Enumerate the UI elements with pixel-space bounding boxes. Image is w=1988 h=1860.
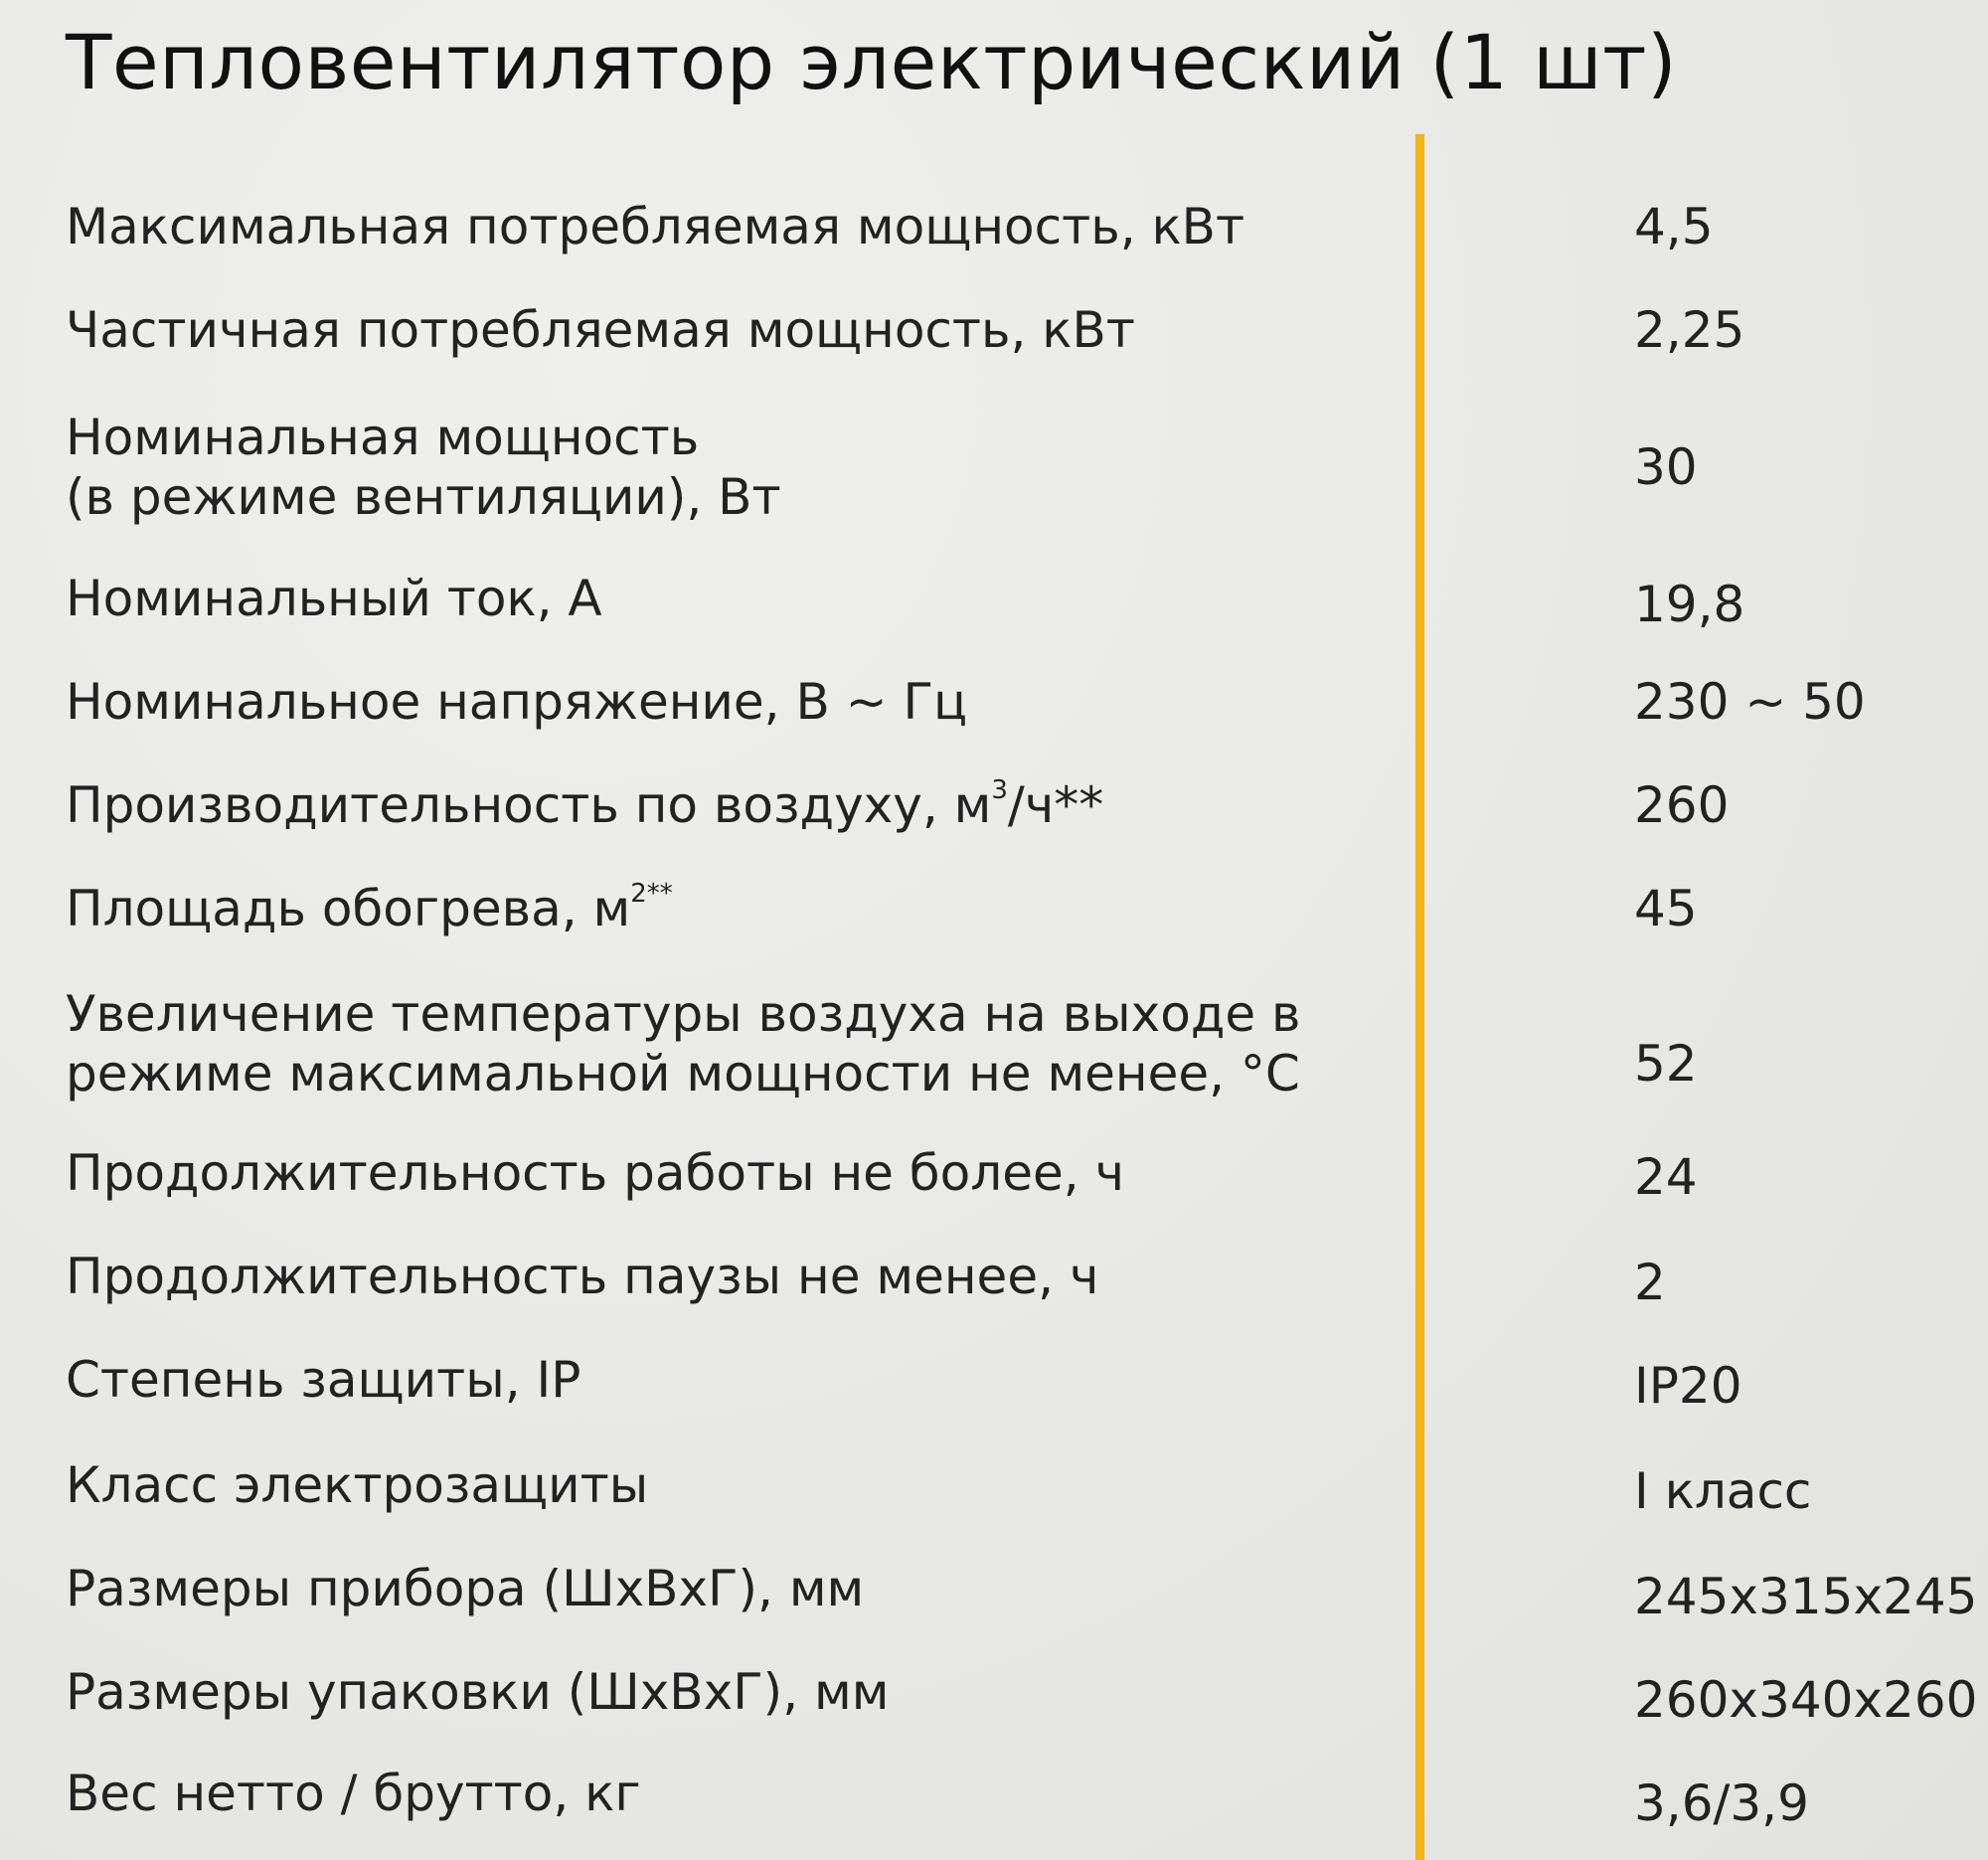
spec-value: 19,8: [1634, 576, 1745, 633]
spec-value: 24: [1634, 1148, 1698, 1206]
spec-label: Номинальное напряжение, В ~ Гц: [66, 673, 967, 731]
column-divider: [1415, 134, 1424, 1860]
spec-value: 260x340x260: [1634, 1671, 1978, 1729]
spec-label-superscript: 3: [991, 775, 1008, 806]
spec-value: 3,6/3,9: [1634, 1775, 1809, 1832]
spec-label: [66, 775, 1388, 835]
spec-label: Частичная потребляемая мощность, кВт: [66, 301, 1135, 359]
spec-label: Максимальная потребляемая мощность, кВт: [66, 198, 1245, 255]
spec-label: Вес нетто / брутто, кг: [66, 1765, 641, 1822]
spec-label: Класс электрозащиты: [66, 1456, 649, 1514]
spec-value: 2: [1634, 1254, 1666, 1311]
spec-value: 45: [1634, 880, 1698, 937]
spec-value: 4,5: [1634, 198, 1714, 255]
spec-value: 260: [1634, 776, 1730, 834]
spec-label: Размеры упаковки (ШхВхГ), мм: [66, 1663, 890, 1721]
spec-value: 30: [1634, 438, 1698, 496]
spec-label-text: Площадь обогрева, м: [66, 880, 631, 937]
spec-value: 245x315x245: [1634, 1568, 1978, 1625]
spec-label: Продолжительность паузы не менее, ч: [66, 1248, 1099, 1305]
spec-value: 230 ~ 50: [1634, 673, 1866, 731]
spec-value: IP20: [1634, 1357, 1742, 1415]
spec-label-superscript: 2**: [630, 879, 673, 910]
spec-label-text: Производительность по воздуху, м: [66, 776, 992, 834]
page-title: Тепловентилятор электрический (1 шт): [66, 18, 1678, 106]
spec-label-text: /ч**: [1007, 776, 1104, 834]
spec-value: 2,25: [1634, 301, 1745, 359]
spec-value: I класс: [1634, 1462, 1812, 1520]
spec-label: Степень защиты, IP: [66, 1351, 581, 1409]
spec-label: Увеличение температуры воздуха на выходе в режиме максимальной мощности не менее, °С: [66, 985, 1301, 1102]
spec-label: Размеры прибора (ШхВхГ), мм: [66, 1560, 865, 1617]
spec-label: [66, 879, 1388, 938]
spec-label: Номинальный ток, А: [66, 570, 602, 627]
spec-value: 52: [1634, 1035, 1698, 1093]
spec-label: Продолжительность работы не более, ч: [66, 1144, 1125, 1202]
spec-label: Номинальная мощность (в режиме вентиляции), Вт: [66, 409, 781, 526]
